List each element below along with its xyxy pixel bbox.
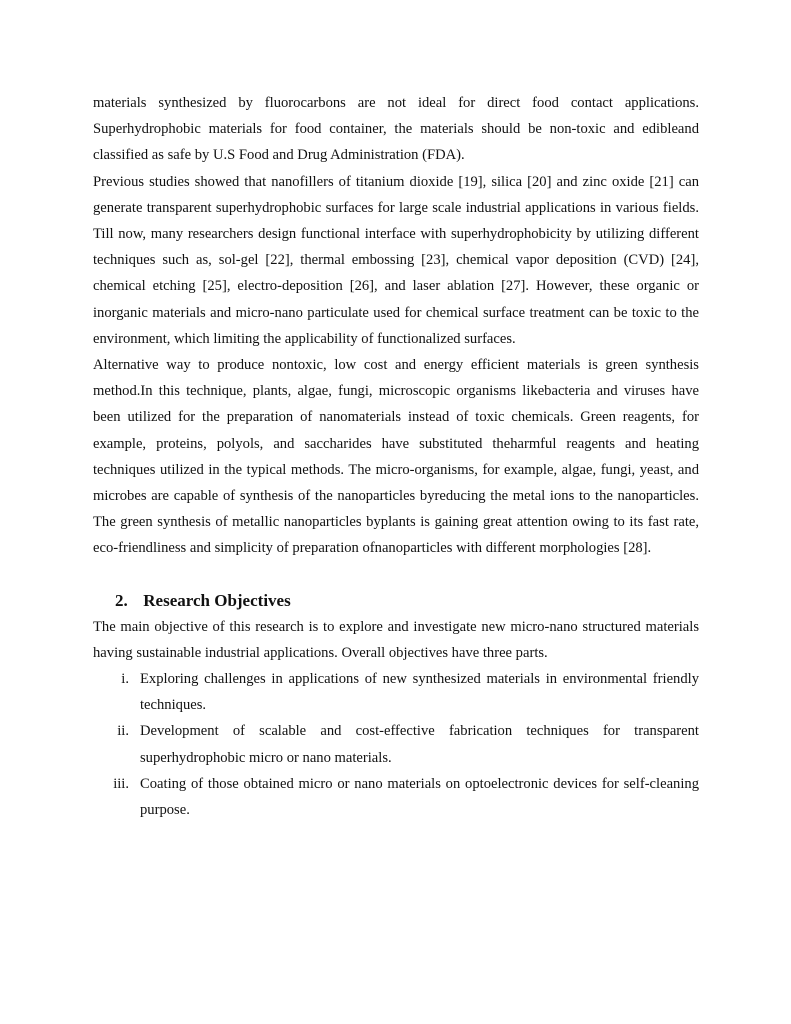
objective-marker: iii. <box>113 775 129 792</box>
objective-text: Exploring challenges in applications of new synthesized materials in environmental friendly techniques. <box>140 671 699 714</box>
intro-paragraph-3: Alternative way to produce nontoxic, low cost and energy efficient materials is green synthesis method.In this technique, plants, algae, fungi, microscopic organisms likebacteria and viruses have been utilized for the preparation of nanomaterials instead of toxic chemicals. Green reagents, for example, proteins, polyols, and saccharides have substituted theharmful reagents and heating techniques utilized in the typical methods. The micro-organisms, for example, algae, fungi, yeast, and microbes are capable of synthesis of the nanoparticles byreducing the metal ions to the nanoparticles. The green synthesis of metallic nanoparticles byplants is gaining great attention owing to its fast rate, eco-friendliness and simplicity of preparation ofnanoparticles with different morphologies [28]. <box>93 357 699 557</box>
objective-text: Development of scalable and cost-effective fabrication techniques for transparent superhydrophobic micro or nano materials. <box>140 723 699 766</box>
section-intro: The main objective of this research is to explore and investigate new micro-nano structured materials having sustainable industrial applications. Overall objectives have three parts. <box>93 618 699 661</box>
objective-marker: i. <box>121 671 129 688</box>
objective-marker: ii. <box>117 723 129 740</box>
section-title: Research Objectives <box>143 590 291 610</box>
intro-paragraph-2: Previous studies showed that nanofillers of titanium dioxide [19], silica [20] and zinc oxide [21] can generate transparent superhydrophobic surfaces for large scale industrial applications in various fields. Till now, many researchers design functional interface with superhydrophobicity by utilizing different techniques such as, sol-gel [22], thermal embossing [23], chemical vapor deposition (CVD) [24], chemical etching [25], electro-deposition [26], and laser ablation [27]. However, these organic or inorganic materials and micro-nano particulate used for chemical surface treatment can be toxic to the environment, which limiting the applicability of functionalized surfaces. <box>93 173 699 347</box>
objective-item <box>93 666 699 718</box>
intro-paragraph-1: materials synthesized by fluorocarbons are not ideal for direct food contact applications. Superhydrophobic materials for food container, the materials should be non-toxic and edibleand classified as safe by U.S Food and Drug Administration (FDA). <box>93 95 699 164</box>
document-page <box>93 90 699 823</box>
objective-item <box>93 718 699 770</box>
objective-item <box>93 771 699 823</box>
section-heading <box>93 588 699 614</box>
objectives-list <box>93 666 699 823</box>
objective-text: Coating of those obtained micro or nano materials on optoelectronic devices for self-cleaning purpose. <box>140 775 699 819</box>
section-number: 2. <box>115 590 128 610</box>
